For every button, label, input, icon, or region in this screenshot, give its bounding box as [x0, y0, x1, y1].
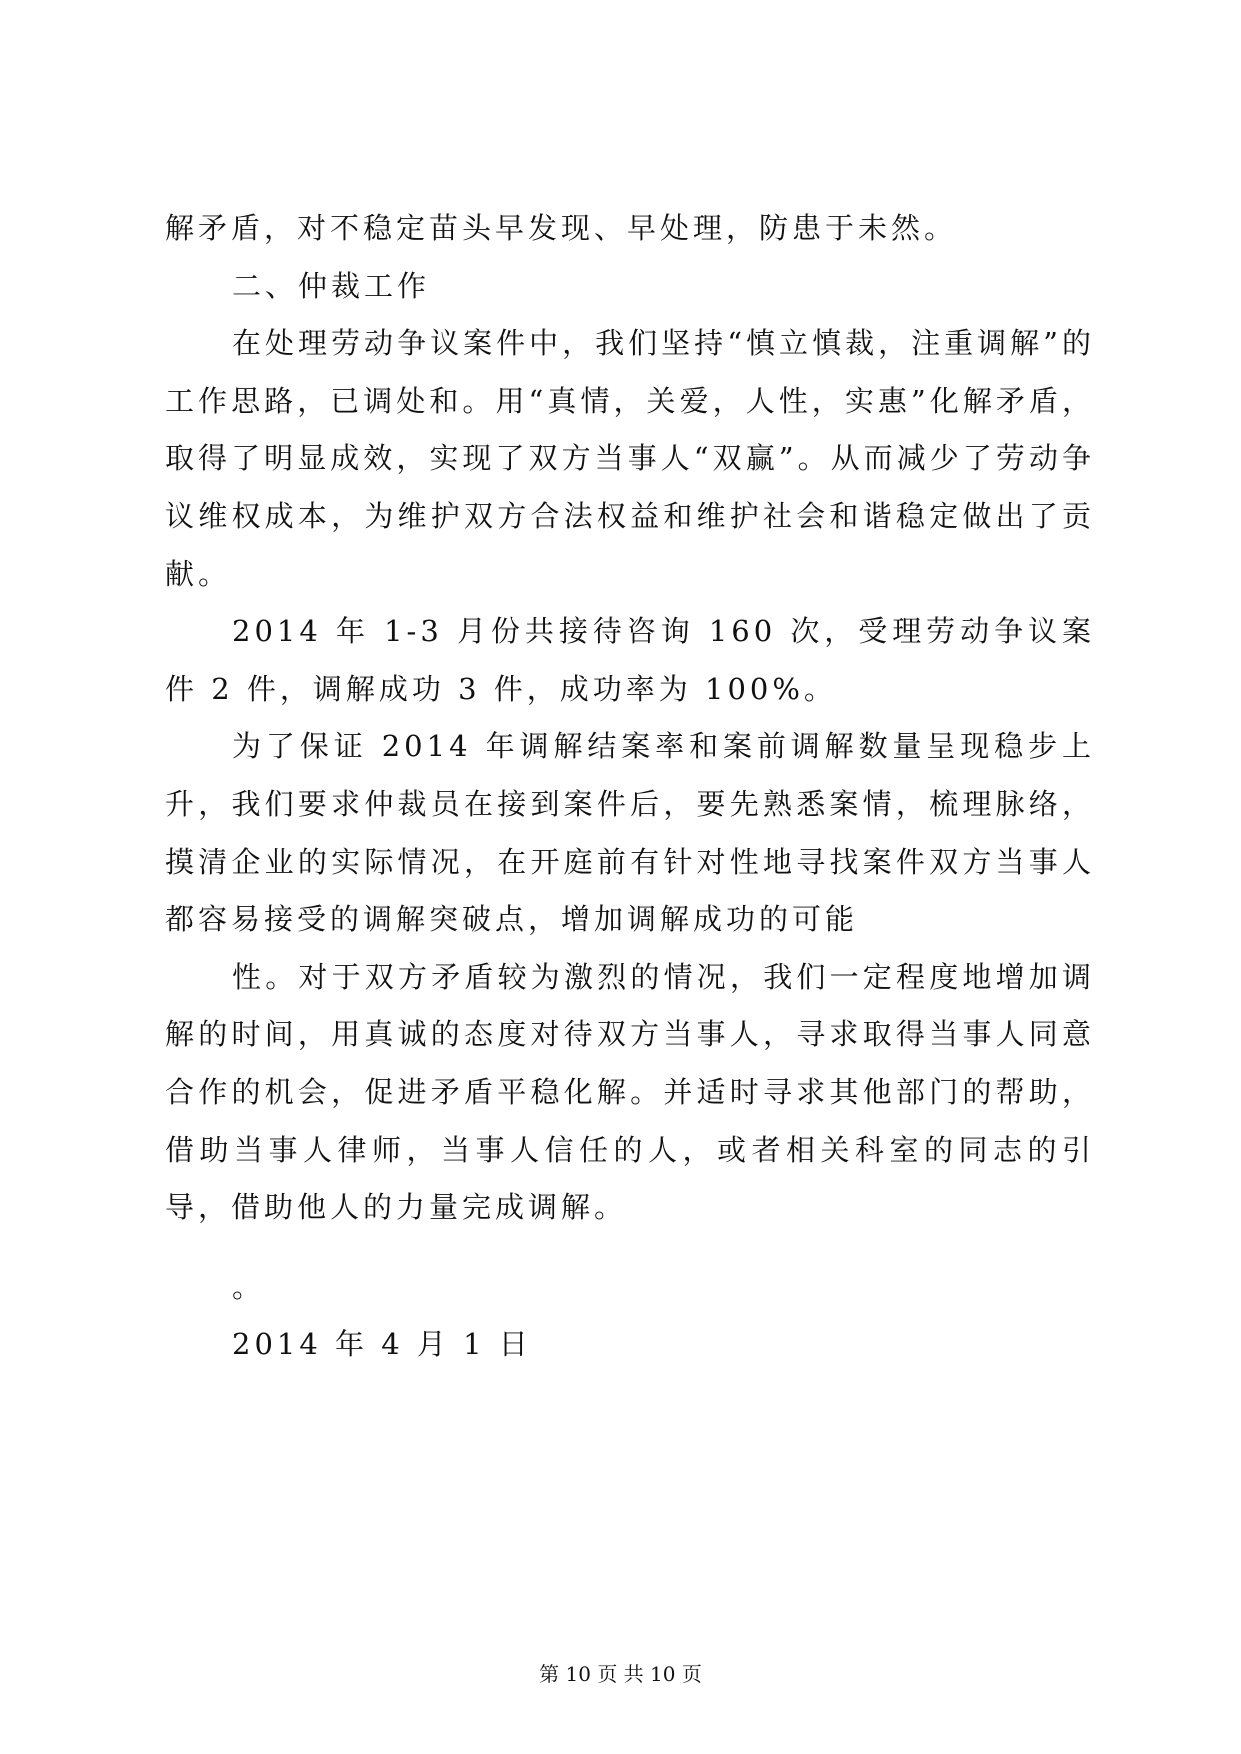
- paragraph-mediation-continued: 性。对于双方矛盾较为激烈的情况，我们一定程度地增加调解的时间，用真诚的态度对待双方当事人，寻求取得当事人同意合作的机会，促进矛盾平稳化解。并适时寻求其他部门的帮助，借助当事人律师，当事人信任的人，或者相关科室的同志的引导，借助他人的力量完成调解。: [165, 959, 1095, 1225]
- paragraph-mediation-measures: 为了保证 2014 年调解结案率和案前调解数量呈现稳步上升，我们要求仲裁员在接到案件后，要先熟悉案情，梳理脉络，摸清企业的实际情况，在开庭前有针对性地寻找案件双方当事人都容易接受的调解突破点，增加调解成功的可能: [165, 729, 1095, 937]
- paragraph-period-mark: 。: [232, 1269, 266, 1304]
- section-heading-arbitration: 二、仲裁工作: [232, 268, 431, 303]
- paragraph-arbitration-approach: 在处理劳动争议案件中，我们坚持“慎立慎裁，注重调解”的工作思路，已调处和。用“真情，关爱，人性，实惠”化解矛盾，取得了明显成效，实现了双方当事人“双赢”。从而减少了劳动争议维权成本，为维护双方合法权益和维护社会和谐稳定做出了贡献。: [165, 326, 1095, 591]
- paragraph-statistics: 2014 年 1-3 月份共接待咨询 160 次，受理劳动争议案件 2 件，调解成功 3 件，成功率为 100%。: [165, 614, 1095, 706]
- page-footer: 第 10 页 共 10 页: [539, 1662, 702, 1686]
- document-date: 2014 年 4 月 1 日: [232, 1327, 532, 1362]
- paragraph-continuation: 解矛盾，对不稳定苗头早发现、早处理，防患于未然。: [165, 211, 958, 245]
- document-body: [165, 200, 1095, 1374]
